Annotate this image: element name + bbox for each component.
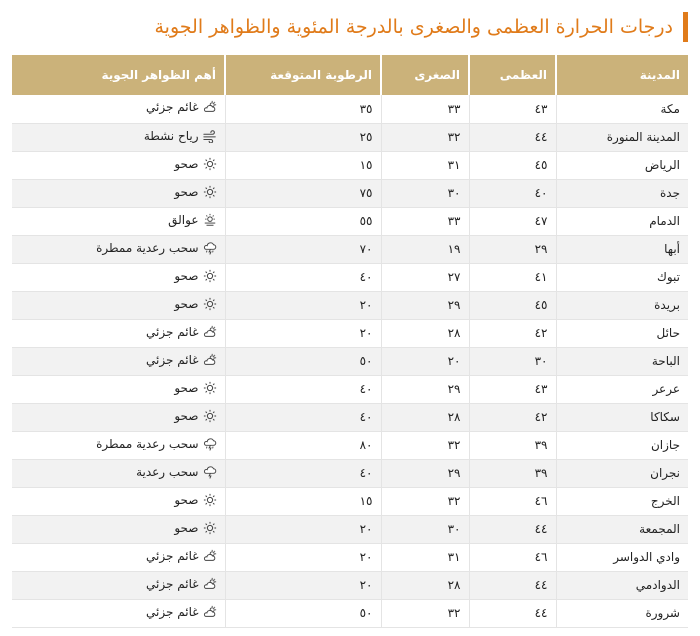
cell-city: عرعر: [556, 375, 688, 403]
cell-weather: [12, 95, 225, 123]
cell-max: ٤٣: [469, 375, 556, 403]
cell-humidity: ١٥: [225, 151, 381, 179]
cell-max: ٤٠: [469, 179, 556, 207]
partly-cloudy-icon: [203, 605, 217, 619]
weather-condition: [168, 213, 216, 227]
table-body: [12, 95, 688, 627]
thunder-rain-icon: [203, 437, 217, 451]
cell-max: ٤٤: [469, 599, 556, 627]
weather-condition: [96, 241, 216, 255]
cell-max: ٤٦: [469, 543, 556, 571]
cell-max: ٤٣: [469, 95, 556, 123]
weather-label: صحو: [174, 408, 199, 423]
sun-icon: [203, 157, 217, 171]
cell-min: ١٩: [381, 235, 469, 263]
cell-humidity: ٧٥: [225, 179, 381, 207]
cell-min: ٣٢: [381, 599, 469, 627]
page-title: درجات الحرارة العظمى والصغرى بالدرجة المئوية والظواهر الجوية: [154, 16, 673, 38]
cell-weather: [12, 375, 225, 403]
cell-weather: [12, 571, 225, 599]
header-min: الصغرى: [381, 55, 469, 95]
cell-min: ٢٩: [381, 459, 469, 487]
sun-icon: [203, 493, 217, 507]
weather-label: سحب رعدية ممطرة: [96, 240, 199, 255]
cell-city: جازان: [556, 431, 688, 459]
cell-humidity: ٢٥: [225, 123, 381, 151]
weather-condition: [146, 325, 216, 339]
header-weather: أهم الظواهر الجوية: [12, 55, 225, 95]
weather-condition: [174, 493, 216, 507]
cell-city: جدة: [556, 179, 688, 207]
cell-max: ٤٥: [469, 291, 556, 319]
partly-cloudy-icon: [203, 353, 217, 367]
cell-weather: [12, 347, 225, 375]
weather-condition: [146, 577, 216, 591]
cell-min: ٢٩: [381, 375, 469, 403]
cell-city: شرورة: [556, 599, 688, 627]
title-bar: [12, 10, 688, 44]
cell-humidity: ٥٠: [225, 599, 381, 627]
cell-humidity: ٥٥: [225, 207, 381, 235]
cell-max: ٣٩: [469, 431, 556, 459]
cell-humidity: ٢٠: [225, 543, 381, 571]
cell-weather: [12, 515, 225, 543]
weather-label: سحب رعدية: [136, 464, 199, 479]
cell-city: الدمام: [556, 207, 688, 235]
haze-icon: [203, 213, 217, 227]
table-row: [12, 375, 688, 403]
cell-weather: [12, 263, 225, 291]
weather-condition: [146, 605, 216, 619]
cell-max: ٤٢: [469, 319, 556, 347]
table-row: [12, 263, 688, 291]
weather-label: صحو: [174, 520, 199, 535]
table-header-row: [12, 55, 688, 95]
cell-city: تبوك: [556, 263, 688, 291]
weather-condition: [174, 409, 216, 423]
cell-humidity: ٥٠: [225, 347, 381, 375]
cell-city: سكاكا: [556, 403, 688, 431]
cell-max: ٤٢: [469, 403, 556, 431]
table-row: [12, 403, 688, 431]
weather-label: غائم جزئي: [146, 548, 199, 563]
weather-label: عوالق: [168, 212, 199, 227]
cell-min: ٣٠: [381, 515, 469, 543]
header-humidity: الرطوبة المتوقعة: [225, 55, 381, 95]
cell-min: ٣٠: [381, 179, 469, 207]
table-row: [12, 571, 688, 599]
weather-condition: [146, 100, 216, 114]
cell-weather: [12, 599, 225, 627]
sun-icon: [203, 185, 217, 199]
table-row: [12, 123, 688, 151]
cell-max: ٣٩: [469, 459, 556, 487]
table-row: [12, 347, 688, 375]
weather-condition: [146, 549, 216, 563]
cell-min: ٢٩: [381, 291, 469, 319]
weather-label: صحو: [174, 380, 199, 395]
wind-icon: [203, 129, 217, 143]
cell-humidity: ٧٠: [225, 235, 381, 263]
table-row: [12, 599, 688, 627]
cell-humidity: ١٥: [225, 487, 381, 515]
weather-condition: [144, 129, 217, 143]
cell-city: أبها: [556, 235, 688, 263]
cell-city: المدينة المنورة: [556, 123, 688, 151]
cell-min: ٣٢: [381, 487, 469, 515]
sun-icon: [203, 381, 217, 395]
table-row: [12, 431, 688, 459]
cell-min: ٣٣: [381, 95, 469, 123]
weather-condition: [174, 297, 216, 311]
header-city: المدينة: [556, 55, 688, 95]
cell-city: المجمعة: [556, 515, 688, 543]
cell-min: ٢٠: [381, 347, 469, 375]
cell-min: ٣٣: [381, 207, 469, 235]
table-row: [12, 235, 688, 263]
weather-label: غائم جزئي: [146, 352, 199, 367]
thunder-icon: [203, 465, 217, 479]
cell-weather: [12, 151, 225, 179]
cell-humidity: ٢٠: [225, 515, 381, 543]
weather-condition: [146, 353, 216, 367]
cell-city: الرياض: [556, 151, 688, 179]
table-row: [12, 515, 688, 543]
cell-min: ٢٨: [381, 571, 469, 599]
cell-max: ٤٤: [469, 123, 556, 151]
cell-max: ٤٥: [469, 151, 556, 179]
cell-min: ٣١: [381, 151, 469, 179]
sun-icon: [203, 409, 217, 423]
cell-city: بريدة: [556, 291, 688, 319]
weather-condition: [136, 465, 216, 479]
cell-humidity: ٢٠: [225, 571, 381, 599]
cell-max: ٤٤: [469, 515, 556, 543]
title-accent-bar: [683, 12, 688, 42]
cell-min: ٣٢: [381, 431, 469, 459]
cell-humidity: ٤٠: [225, 263, 381, 291]
cell-weather: [12, 459, 225, 487]
cell-max: ٤٧: [469, 207, 556, 235]
cell-humidity: ٣٥: [225, 95, 381, 123]
table-row: [12, 207, 688, 235]
cell-min: ٣١: [381, 543, 469, 571]
table-row: [12, 151, 688, 179]
table-row: [12, 459, 688, 487]
cell-weather: [12, 179, 225, 207]
cell-humidity: ٤٠: [225, 459, 381, 487]
weather-label: غائم جزئي: [146, 100, 199, 115]
cell-weather: [12, 431, 225, 459]
header-max: العظمى: [469, 55, 556, 95]
weather-label: صحو: [174, 184, 199, 199]
weather-label: سحب رعدية ممطرة: [96, 436, 199, 451]
cell-max: ٢٩: [469, 235, 556, 263]
cell-weather: [12, 235, 225, 263]
cell-humidity: ٤٠: [225, 375, 381, 403]
cell-min: ٢٨: [381, 403, 469, 431]
sun-icon: [203, 269, 217, 283]
weather-label: صحو: [174, 156, 199, 171]
weather-label: غائم جزئي: [146, 576, 199, 591]
cell-max: ٣٠: [469, 347, 556, 375]
cell-city: نجران: [556, 459, 688, 487]
cell-city: حائل: [556, 319, 688, 347]
cell-max: ٤١: [469, 263, 556, 291]
cell-humidity: ٢٠: [225, 291, 381, 319]
table-row: [12, 291, 688, 319]
cell-humidity: ٢٠: [225, 319, 381, 347]
cell-min: ٢٧: [381, 263, 469, 291]
partly-cloudy-icon: [203, 577, 217, 591]
cell-max: ٤٤: [469, 571, 556, 599]
cell-weather: [12, 403, 225, 431]
cell-weather: [12, 207, 225, 235]
table-row: [12, 487, 688, 515]
weather-label: رياح نشطة: [143, 128, 199, 143]
cell-min: ٢٨: [381, 319, 469, 347]
weather-condition: [96, 437, 216, 451]
cell-city: مكة: [556, 95, 688, 123]
weather-label: صحو: [174, 492, 199, 507]
weather-label: غائم جزئي: [146, 604, 199, 619]
cell-weather: [12, 319, 225, 347]
table-row: [12, 95, 688, 123]
thunder-rain-icon: [203, 241, 217, 255]
sun-icon: [203, 521, 217, 535]
partly-cloudy-icon: [203, 100, 217, 114]
weather-condition: [174, 185, 216, 199]
cell-city: وادي الدواسر: [556, 543, 688, 571]
weather-condition: [174, 157, 216, 171]
cell-weather: [12, 487, 225, 515]
cell-weather: [12, 291, 225, 319]
table-row: [12, 179, 688, 207]
weather-condition: [174, 269, 216, 283]
sun-icon: [203, 297, 217, 311]
weather-label: غائم جزئي: [146, 324, 199, 339]
cell-min: ٣٢: [381, 123, 469, 151]
weather-condition: [174, 381, 216, 395]
cell-humidity: ٤٠: [225, 403, 381, 431]
weather-label: صحو: [174, 296, 199, 311]
partly-cloudy-icon: [203, 549, 217, 563]
table-row: [12, 543, 688, 571]
cell-city: الباحة: [556, 347, 688, 375]
weather-label: صحو: [174, 268, 199, 283]
weather-table: [12, 55, 688, 628]
cell-weather: [12, 123, 225, 151]
cell-max: ٤٦: [469, 487, 556, 515]
partly-cloudy-icon: [203, 325, 217, 339]
weather-condition: [174, 521, 216, 535]
cell-weather: [12, 543, 225, 571]
cell-humidity: ٨٠: [225, 431, 381, 459]
cell-city: الخرج: [556, 487, 688, 515]
cell-city: الدوادمي: [556, 571, 688, 599]
table-row: [12, 319, 688, 347]
